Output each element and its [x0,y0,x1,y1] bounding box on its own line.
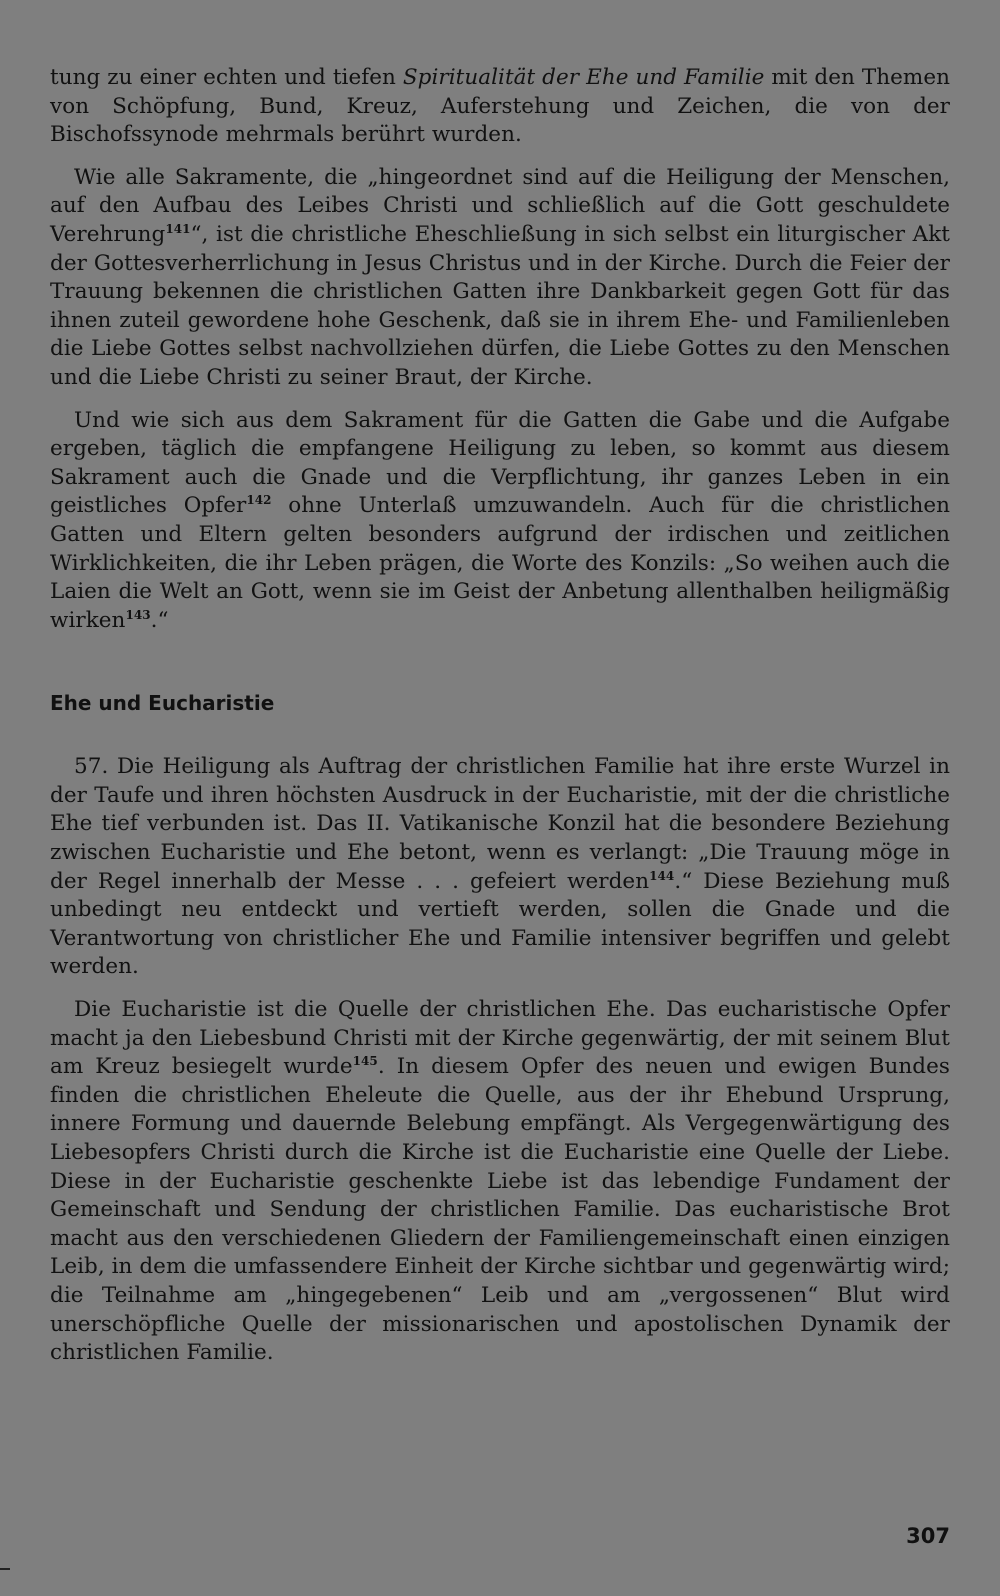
paragraph-2 [50,164,950,393]
paragraph-1 [50,64,950,150]
section-heading: Ehe und Eucharistie [50,691,275,716]
footnote-ref-145: 145 [352,1054,378,1069]
paragraph-text: mit den Themen von Schöpfung, Bund, Kreuz, Auferstehung und Zeichen, die von der Bischofssynode mehrmals berührt wurden. [50,65,951,148]
paragraph-text: 57. Die Heiligung als Auftrag der christlichen Familie hat ihre erste Wurzel in der Taufe und ihren höchsten Ausdruck in der Eucharistie, mit der die christliche Ehe tief verbunden ist. Das II. Vatikanische Konzil hat die besondere Beziehung zwischen Eucharistie und Ehe betont, wenn es verlangt: „Die Trauung möge in der Regel innerhalb der Messe . . . gefeiert werden [50,754,950,894]
paragraph-text: tung zu einer echten und tiefen [50,65,403,90]
footnote-ref-143: 143 [125,607,151,622]
page-body [50,64,950,1368]
paragraph-text: . In diesem Opfer des neuen und ewigen Bundes finden die christlichen Eheleute die Quelle, aus der ihr Ehebund Ursprung, innere Formung und dauernde Belebung empfängt. Als Vergegenwärtigung des Liebesopfers Christi durch die Kirche ist die Eucharistie eine Quelle der Liebe. Diese in der Eucharistie geschenkte Liebe ist das lebendige Fundament der Gemeinschaft und Sendung der christlichen Familie. Das eucharistische Brot macht aus den verschiedenen Gliedern der Familiengemeinschaft einen einzigen Leib, in dem die umfassendere Einheit der Kirche sichtbar und gegenwärtig wird; die Teilnahme am „hingegebenen“ Leib und am „vergossenen“ Blut wird unerschöpfliche Quelle der missionarischen und apostolischen Dynamik der christlichen Familie. [50,1054,950,1366]
margin-mark [0,1568,10,1570]
emphasized-text: Spiritualität der Ehe und Familie [402,65,765,90]
paragraph-3 [50,407,950,636]
paragraph-text: .“ Diese Beziehung muß unbedingt neu entdeckt und vertieft werden, sollen die Gnade und die Verantwortung von christlicher Ehe und Familie intensiver begriffen und gelebt werden. [50,868,950,980]
paragraph-text: .“ [150,607,169,633]
paragraph-5 [50,996,950,1368]
paragraph-text: ohne Unterlaß umzuwandeln. Auch für die christlichen Gatten und Eltern gelten besonders aufgrund der irdischen und zeitlichen Wirklichkeiten, die ihr Leben prägen, die Worte des Konzils: „So weihen auch die Laien die Welt an Gott, wenn sie im Geist der Anbetung allenthalben heiligmäßig wirken [50,493,951,633]
paragraph-text: Und wie sich aus dem Sakrament für die Gatten die Gabe und die Aufgabe ergeben, täglich die empfangene Heiligung zu leben, so kommt aus diesem Sakrament auch die Gnade und die Verpflichtung, ihr ganzes Leben in ein geistliches Opfer [50,407,950,519]
footnote-ref-142: 142 [246,493,272,508]
section-spacer [50,635,950,689]
page-number: 307 [906,1524,950,1548]
paragraph-text: Die Eucharistie ist die Quelle der christlichen Ehe. Das eucharistische Opfer macht ja den Liebesbund Christi mit der Kirche gegenwärtig, der mit seinem Blut am Kreuz besiegelt wurde [50,997,950,1080]
paragraph-4 [50,753,950,982]
footnote-ref-144: 144 [649,868,675,883]
paragraph-text: Wie alle Sakramente, die „hingeordnet sind auf die Heiligung der Menschen, auf den Aufbau des Leibes Christi und schließlich auf die Gott geschuldete Verehrung [50,164,950,247]
paragraph-text: “, ist die christliche Eheschließung in sich selbst ein liturgischer Akt der Gottesverherrlichung in Jesus Christus und in der Kirche. Durch die Feier der Trauung bekennen die christlichen Gatten ihre Dankbarkeit gegen Gott für das ihnen zuteil gewordene hohe Geschenk, daß sie in ihrem Ehe- und Familienleben die Liebe Gottes selbst nachvollziehen dürfen, die Liebe Gottes zu den Menschen und die Liebe Christi zu seiner Braut, der Kirche. [50,221,950,390]
footnote-ref-141: 141 [165,221,191,236]
